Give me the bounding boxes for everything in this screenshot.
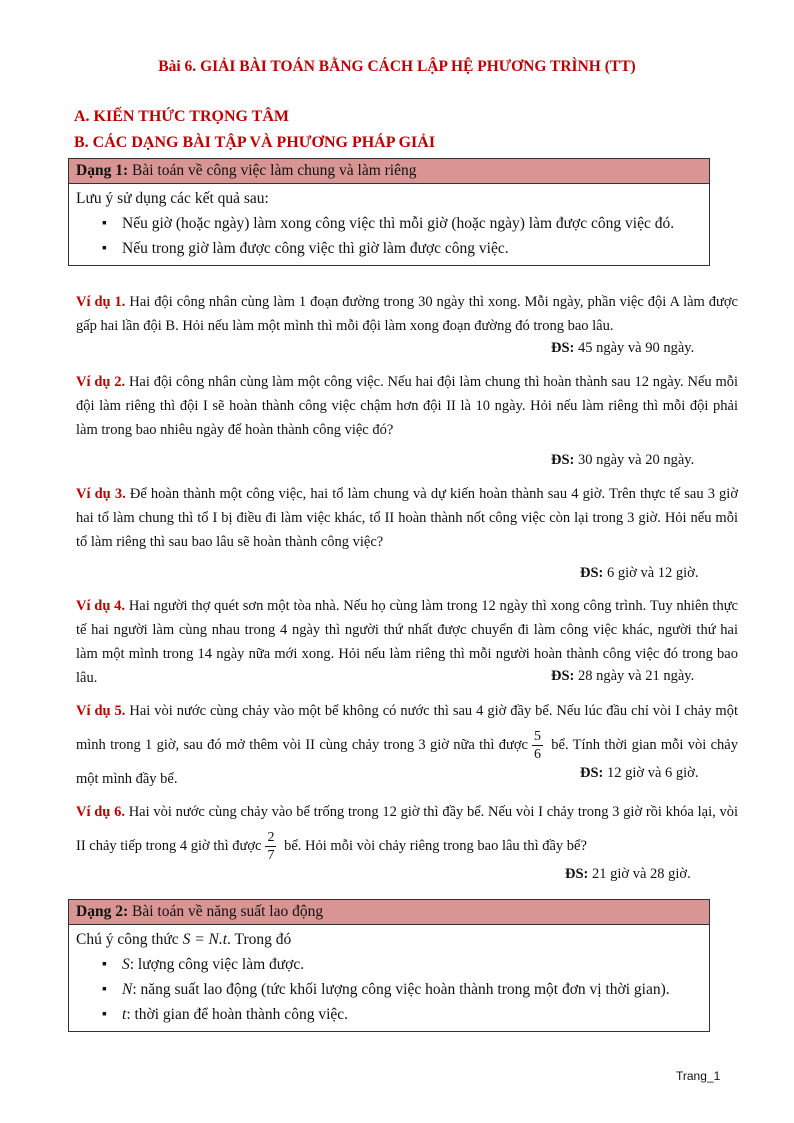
lesson-title-text: GIẢI BÀI TOÁN BẰNG CÁCH LẬP HỆ PHƯƠNG TRÌNH (TT) <box>200 58 636 75</box>
dang2-box <box>68 899 710 1032</box>
answer-text: 28 ngày và 21 ngày. <box>574 668 695 684</box>
dang1-intro: Lưu ý sử dụng các kết quả sau: <box>76 190 269 207</box>
dang2-intro <box>76 927 702 952</box>
example-label: Ví dụ 2. <box>76 374 126 390</box>
example-3-answer <box>580 563 698 583</box>
dang2-item-text: : năng suất lao động (tức khối lượng công việc hoàn thành trong một đơn vị thời gian). <box>132 981 670 998</box>
section-b-heading: B. CÁC DẠNG BÀI TẬP VÀ PHƯƠNG PHÁP GIẢI <box>74 134 436 151</box>
answer-label: ĐS: <box>565 866 589 882</box>
dang2-item-text: : thời gian để hoàn thành công việc. <box>126 1006 349 1023</box>
example-5-answer <box>580 763 698 783</box>
fraction-numerator: 5 <box>533 729 541 744</box>
dang2-heading: Bài toán về năng suất lao động <box>128 903 324 920</box>
answer-text: 12 giờ và 6 giờ. <box>603 765 699 781</box>
fraction <box>265 829 276 864</box>
fraction <box>532 728 543 763</box>
example-text: Hai người thợ quét sơn một tòa nhà. Nếu họ cùng làm trong 12 ngày thì xong công trình. Tuy nhiên thực tế hai người làm cùng nhau trong 4 ngày thì người thứ nhất được chuyển đi làm công việc khác, người thứ hai làm một mình trong 14 ngày nữa mới xong. Hỏi nếu làm riêng thì mỗi người hoàn thành công việc đó trong bao lâu. <box>76 598 738 686</box>
symbol: S <box>122 956 130 973</box>
page-number: Trang_1 <box>676 1069 721 1083</box>
dang1-list <box>76 211 702 261</box>
fraction-denominator: 6 <box>533 747 541 762</box>
example-text: Hai vòi nước cùng chảy vào một bể không có nước thì sau 4 giờ đầy bể. Nếu lúc đầu chỉ vòi I chảy một mình trong 1 giờ, sau đó mở thêm vòi II cùng chảy trong 3 giờ nữa thì được <box>76 703 738 753</box>
dang1-header <box>69 159 709 184</box>
answer-label: ĐS: <box>551 340 575 356</box>
dang2-intro-text: Chú ý công thức <box>76 931 183 948</box>
example-text: bể. Hỏi mỗi vòi chảy riêng trong bao lâu thì đầy bể? <box>280 838 587 854</box>
answer-text: 21 giờ và 28 giờ. <box>588 866 691 882</box>
dang1-box <box>68 158 710 266</box>
example-text: Hai đội công nhân cùng làm một công việc. Nếu hai đội làm chung thì hoàn thành sau 12 ngày. Nếu mỗi đội làm riêng thì đội I sẽ hoàn thành công việc chậm hơn đội II là 10 ngày. Hỏi nếu làm riêng thì mỗi đội phải làm trong bao nhiêu ngày để hoàn thành công việc đó? <box>76 374 738 438</box>
example-1 <box>76 290 738 338</box>
example-label: Ví dụ 4. <box>76 598 126 614</box>
answer-label: ĐS: <box>580 765 604 781</box>
symbol: N <box>122 981 133 998</box>
dang1-item: ▪ Nếu trong giờ làm được công việc thì giờ làm được công việc. <box>76 236 702 261</box>
answer-label: ĐS: <box>580 565 604 581</box>
example-text: Để hoàn thành một công việc, hai tổ làm chung và dự kiến hoàn thành sau 4 giờ. Trên thực tế sau 3 giờ hai tổ làm chung thì tổ I bị điều đi làm việc khác, tổ II hoàn thành nốt công việc còn lại trong 3 giờ. Hỏi nếu mỗi tổ làm riêng thì sau bao lâu sẽ hoàn thành công việc? <box>76 486 739 550</box>
example-text: bể. Tính thời gian mỗi vòi chảy một mình đầy bể. <box>76 736 738 787</box>
example-label: Ví dụ 3. <box>76 486 126 502</box>
lesson-title <box>0 58 794 76</box>
dang2-body <box>69 925 709 1031</box>
dang2-item <box>76 952 702 977</box>
answer-text: 6 giờ và 12 giờ. <box>603 565 699 581</box>
answer-text: 30 ngày và 20 ngày. <box>574 452 695 468</box>
answer-text: 45 ngày và 90 ngày. <box>574 340 695 356</box>
fraction-numerator: 2 <box>267 830 275 846</box>
dang2-item <box>76 977 702 1002</box>
dang1-label: Dạng 1: <box>76 162 129 179</box>
fraction-denominator: 7 <box>267 848 275 864</box>
dang1-item: ▪ Nếu giờ (hoặc ngày) làm xong công việc thì mỗi giờ (hoặc ngày) làm được công việc đó. <box>76 211 702 236</box>
dang2-list <box>76 952 702 1027</box>
example-6-answer <box>565 864 691 884</box>
example-text: Hai đội công nhân cùng làm 1 đoạn đường trong 30 ngày thì xong. Mỗi ngày, phần việc đội A làm được gấp hai lần đội B. Hỏi nếu làm một mình thì mỗi đội làm xong đoạn đường đó trong bao lâu. <box>76 294 738 334</box>
example-label: Ví dụ 6. <box>76 804 125 820</box>
example-label: Ví dụ 5. <box>76 703 126 719</box>
example-4-answer <box>551 666 694 686</box>
dang2-label: Dạng 2: <box>76 903 129 920</box>
dang2-intro-text: . Trong đó <box>227 931 292 948</box>
dang1-heading: Bài toán về công việc làm chung và làm riêng <box>128 162 417 179</box>
lesson-number: Bài 6. <box>158 58 197 75</box>
example-3 <box>76 482 738 554</box>
dang2-item-text: : lượng công việc làm được. <box>129 956 305 973</box>
example-label: Ví dụ 1. <box>76 294 126 310</box>
section-a-heading: A. KIẾN THỨC TRỌNG TÂM <box>74 108 289 125</box>
answer-label: ĐS: <box>551 452 575 468</box>
example-2 <box>76 370 738 442</box>
dang1-body <box>69 184 709 265</box>
formula: S = N.t <box>182 931 228 948</box>
example-2-answer <box>551 450 694 470</box>
symbol: t <box>122 1006 127 1023</box>
example-text: Hai vòi nước cùng chảy vào bể trống trong 12 giờ thì đầy bể. Nếu vòi I chảy trong 3 giờ rồi khóa lại, vòi II chảy tiếp trong 4 giờ thì được <box>76 804 738 854</box>
example-6 <box>76 795 738 864</box>
answer-label: ĐS: <box>551 668 575 684</box>
example-1-answer <box>551 338 694 358</box>
dang2-item <box>76 1002 702 1027</box>
dang2-header <box>69 900 709 925</box>
